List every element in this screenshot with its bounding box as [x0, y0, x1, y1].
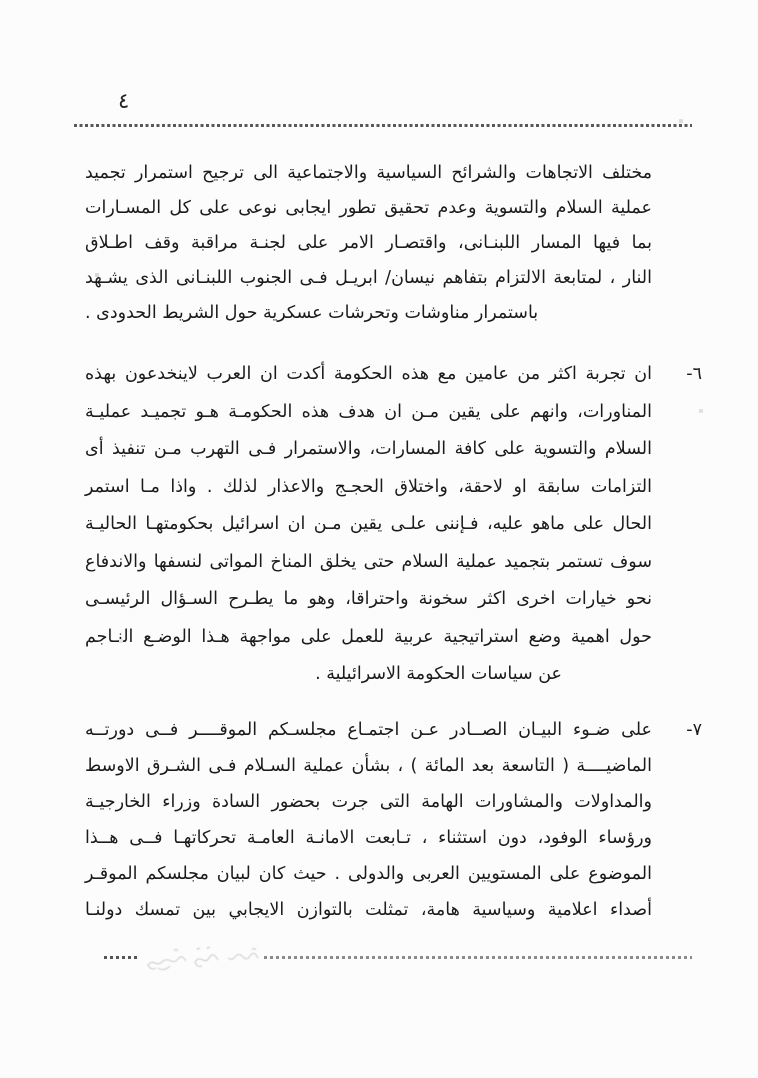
text-line: نحو خيارات اخرى اكثر سخونة واحتراقا، وهو ما يطـرح السـؤال الرئيسـى	[85, 589, 652, 609]
text-line: أصداء اعلامية وسياسية هامة، تمثلت بالتوازن الايجابي بين تمسك دولنـا	[85, 900, 652, 920]
item-number: ٧-	[686, 720, 702, 740]
page-number: ٤	[118, 89, 130, 113]
scan-speckle	[0, 0, 2, 2]
paragraph-continuation	[85, 156, 652, 331]
text-line: مختلف الاتجاهات والشرائح السياسية والاجتماعية الى ترجيح استمرار تجميد	[85, 163, 652, 183]
item-number: ٦-	[686, 364, 702, 384]
text-line: ان تجربة اكثر من عامين مع هذه الحكومة أكدت ان العرب لاينخدعون بهذه	[85, 364, 652, 384]
footer-rule-left-segment	[104, 956, 138, 959]
text-line: سوف تستمر بتجميد عملية السلام حتى يخلق المناخ المواتى لنسفها والاندفاع	[85, 551, 652, 572]
text-line: السلام والتسوية على كافة المسارات، والاستمرار فـى التهرب مـن تنفيذ أى	[85, 439, 652, 459]
text-line: ورؤساء الوفود، دون استثناء ، تـابعت الامانـة العامـة تحركاتهـا فــى هــذا	[85, 828, 652, 848]
text-line: النار ، لمتابعة الالتزام بتفاهم نيسان/ ابريـل فـى الجنوب اللبنـانى الذى يشـهد	[85, 268, 652, 288]
text-line: الماضيــــة ( التاسعة بعد المائة ) ، بشأن عملية السـلام فـى الشـرق الاوسط	[85, 756, 652, 776]
text-line: عملية السلام والتسوية وعدم تحقيق تطور ايجابى نوعى على كل المسـارات	[85, 198, 652, 218]
header-rule	[74, 124, 692, 127]
text-line: المناورات، وانهم على يقين مـن ان هدف هذه الحكومـة هـو تجميـد عمليـة	[85, 401, 652, 422]
text-line: على ضـوء البيـان الصــادر عـن اجتمـاع مجلسـكم الموقــــر فــى دورتــه	[85, 720, 652, 740]
text-line: عن سياسات الحكومة الاسرائيلية .	[315, 664, 562, 684]
text-line: الحال على ماهو عليه، فـإننى علـى يقين مـن ان اسرائيل بحكومتهـا الحاليـة	[85, 514, 652, 534]
footer-rule-right-segment	[264, 956, 692, 959]
numbered-item-6	[85, 356, 702, 694]
numbered-item-7	[85, 712, 702, 928]
text-line: باستمرار مناوشات وتحرشات عسكرية حول الشريط الحدودى .	[85, 303, 539, 323]
text-line: بما فيها المسار اللبنـانى، واقتصـار الامر على لجنـة مراقبة وقف اطـلاق	[85, 233, 652, 253]
text-line: التزامات سابقة او لاحقة، واختلاق الحجـج والاعذار لذلك . واذا مـا استمر	[85, 476, 652, 497]
illegible-annotation	[140, 936, 262, 980]
text-line: حول اهمية وضع استراتيجية عربية للعمل على مواجهة هـذا الوضـع النـاجم	[85, 626, 652, 647]
text-line: والمداولات والمشاورات الهامة التى جرت بحضور السادة وزراء الخارجيـة	[85, 792, 652, 812]
text-line: الموضوع على المستويين العربى والدولى . حيث كان لبيان مجلسكم الموقـر	[85, 864, 652, 884]
